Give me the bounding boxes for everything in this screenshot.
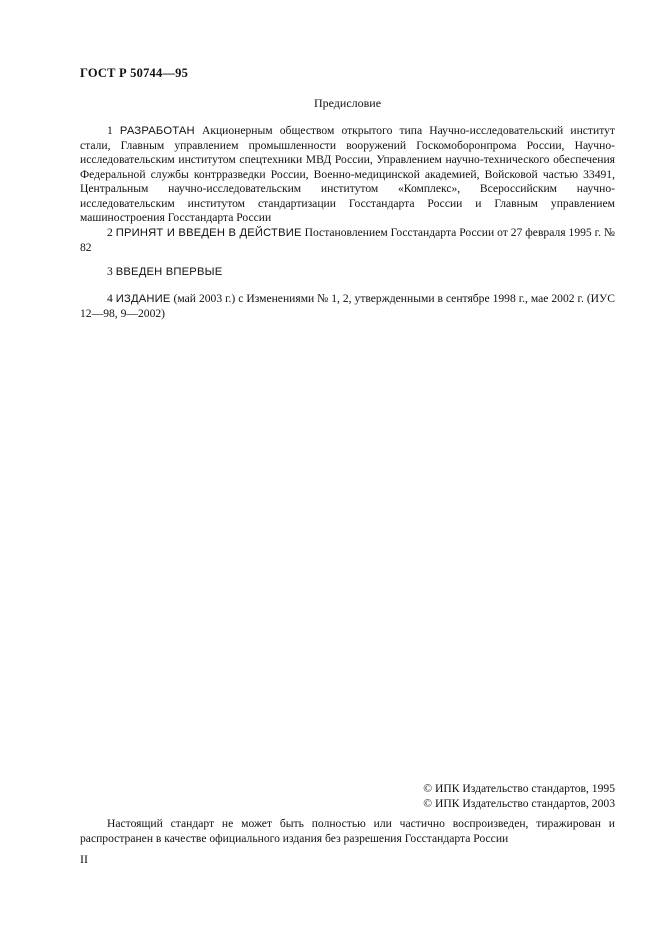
preface-item-3	[80, 265, 615, 280]
item-keyword: РАЗРАБОТАН	[119, 125, 195, 137]
item-keyword: ВВЕДЕН ВПЕРВЫЕ	[115, 266, 223, 278]
item-keyword: ИЗДАНИЕ	[115, 293, 171, 305]
item-number: 2	[107, 226, 113, 239]
page-number: II	[80, 852, 88, 866]
item-text: Акционерным обществом открытого типа Научно-исследовательский институт стали, Главным управлением промышленности вооружений Госкомоборонпрома России, Научно-исследовательским институтом спецтехники МВД России, Управлением научно-технического обеспечения Федеральной службы контрразведки России, Военно-медицинской академией, Войсковой частью 33491, Центральным научно-исследовательским институтом «Комплекс», Всероссийским научно-исследовательским институтом стандартизации Госстандарта России и Главным управлением машиностроения Госстандарта России	[80, 124, 615, 224]
copyright-block	[423, 781, 615, 811]
preface-item-1	[80, 124, 615, 226]
item-text: Постановлением Госстандарта России от 27 февраля 1995 г. № 82	[80, 226, 615, 254]
preface-item-4	[80, 292, 615, 321]
item-number: 1	[107, 124, 113, 137]
document-id-header: ГОСТ Р 50744—95	[80, 66, 189, 80]
preface-title: Предисловие	[313, 96, 382, 110]
item-number: 3	[107, 265, 113, 278]
item-text: (май 2003 г.) с Изменениями № 1, 2, утвержденными в сентябре 1998 г., мае 2002 г. (ИУС 12—98, 9—2002)	[80, 292, 615, 320]
item-number: 4	[107, 292, 113, 305]
item-keyword: ПРИНЯТ И ВВЕДЕН В ДЕЙСТВИЕ	[115, 227, 302, 239]
reproduction-notice: Настоящий стандарт не может быть полностью или частично воспроизведен, тиражирован и распространен в качестве официального издания без разрешения Госстандарта России	[80, 817, 615, 845]
copyright-line: © ИПК Издательство стандартов, 1995	[423, 782, 615, 795]
copyright-line: © ИПК Издательство стандартов, 2003	[423, 797, 615, 810]
preface-item-2	[80, 226, 615, 255]
